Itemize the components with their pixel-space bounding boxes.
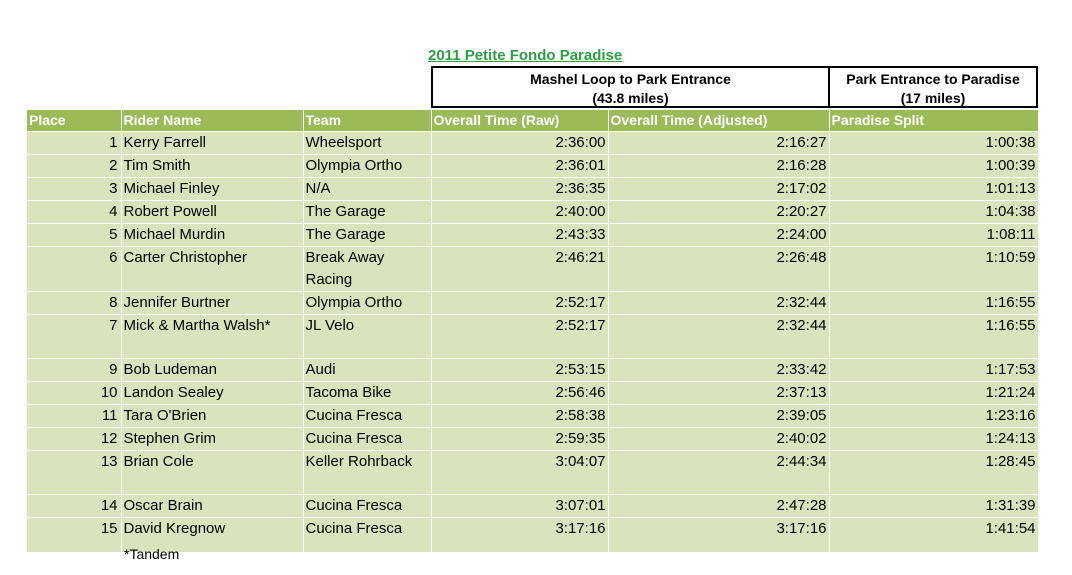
raw-time-cell: 2:36:01 [431, 155, 608, 178]
table-row [27, 178, 1038, 201]
raw-time-cell: 3:07:01 [431, 495, 608, 518]
rider-name-cell: Mick & Martha Walsh* [121, 315, 303, 359]
team-cell: Cucina Fresca [303, 495, 431, 518]
place-cell: 6 [27, 247, 121, 292]
table-row [27, 247, 1038, 292]
team-cell: Keller Rohrback [303, 451, 431, 495]
adjusted-time-cell: 2:26:48 [608, 247, 829, 292]
table-row [27, 495, 1038, 518]
adjusted-time-cell: 2:16:28 [608, 155, 829, 178]
raw-time-cell: 2:36:35 [431, 178, 608, 201]
rider-name-cell: Kerry Farrell [121, 132, 303, 155]
paradise-split-cell: 1:16:55 [829, 315, 1038, 359]
footnote: *Tandem [124, 546, 180, 562]
rider-name-cell: David Kregnow [121, 518, 303, 553]
table-row [27, 451, 1038, 495]
adjusted-time-cell: 2:39:05 [608, 405, 829, 428]
group-header-label: Mashel Loop to Park Entrance [530, 71, 731, 87]
paradise-split-cell: 1:04:38 [829, 201, 1038, 224]
column-header-overall-time-adjusted: Overall Time (Adjusted) [608, 110, 829, 132]
raw-time-cell: 2:52:17 [431, 315, 608, 359]
table-row [27, 382, 1038, 405]
team-cell: Tacoma Bike [303, 382, 431, 405]
raw-time-cell: 2:56:46 [431, 382, 608, 405]
column-header-rider-name: Rider Name [121, 110, 303, 132]
adjusted-time-cell: 2:40:02 [608, 428, 829, 451]
paradise-split-cell: 1:08:11 [829, 224, 1038, 247]
place-cell: 13 [27, 451, 121, 495]
group-header-label: Park Entrance to Paradise [846, 71, 1020, 87]
place-cell: 4 [27, 201, 121, 224]
team-cell: The Garage [303, 224, 431, 247]
table-row [27, 201, 1038, 224]
paradise-split-cell: 1:23:16 [829, 405, 1038, 428]
raw-time-cell: 3:04:07 [431, 451, 608, 495]
team-cell: Cucina Fresca [303, 405, 431, 428]
adjusted-time-cell: 2:47:28 [608, 495, 829, 518]
table-row [27, 155, 1038, 178]
table-row [27, 428, 1038, 451]
paradise-split-cell: 1:41:54 [829, 518, 1038, 553]
raw-time-cell: 2:46:21 [431, 247, 608, 292]
place-cell: 5 [27, 224, 121, 247]
raw-time-cell: 2:52:17 [431, 292, 608, 315]
raw-time-cell: 2:43:33 [431, 224, 608, 247]
raw-time-cell: 2:36:00 [431, 132, 608, 155]
rider-name-cell: Jennifer Burtner [121, 292, 303, 315]
paradise-split-cell: 1:00:38 [829, 132, 1038, 155]
place-cell: 15 [27, 518, 121, 553]
header-row [27, 110, 1038, 132]
place-cell: 7 [27, 315, 121, 359]
adjusted-time-cell: 2:33:42 [608, 359, 829, 382]
group-header-sub: (43.8 miles) [592, 90, 669, 106]
column-header-place: Place [27, 110, 121, 132]
paradise-split-cell: 1:31:39 [829, 495, 1038, 518]
raw-time-cell: 3:17:16 [431, 518, 608, 553]
paradise-split-cell: 1:24:13 [829, 428, 1038, 451]
results-table [27, 110, 1039, 553]
group-header-park-entrance [828, 66, 1038, 108]
rider-name-cell: Bob Ludeman [121, 359, 303, 382]
paradise-split-cell: 1:01:13 [829, 178, 1038, 201]
adjusted-time-cell: 2:37:13 [608, 382, 829, 405]
column-header-team: Team [303, 110, 431, 132]
team-cell: Break Away Racing [303, 247, 431, 292]
adjusted-time-cell: 2:17:02 [608, 178, 829, 201]
place-cell: 3 [27, 178, 121, 201]
rider-name-cell: Stephen Grim [121, 428, 303, 451]
paradise-split-cell: 1:28:45 [829, 451, 1038, 495]
rider-name-cell: Michael Murdin [121, 224, 303, 247]
rider-name-cell: Carter Christopher [121, 247, 303, 292]
raw-time-cell: 2:53:15 [431, 359, 608, 382]
raw-time-cell: 2:59:35 [431, 428, 608, 451]
team-cell: Wheelsport [303, 132, 431, 155]
column-header-overall-time-raw: Overall Time (Raw) [431, 110, 608, 132]
raw-time-cell: 2:40:00 [431, 201, 608, 224]
place-cell: 1 [27, 132, 121, 155]
team-cell: Cucina Fresca [303, 428, 431, 451]
table-row [27, 132, 1038, 155]
team-cell: JL Velo [303, 315, 431, 359]
team-cell: N/A [303, 178, 431, 201]
team-cell: Audi [303, 359, 431, 382]
raw-time-cell: 2:58:38 [431, 405, 608, 428]
table-row [27, 292, 1038, 315]
rider-name-cell: Michael Finley [121, 178, 303, 201]
team-cell: The Garage [303, 201, 431, 224]
rider-name-cell: Oscar Brain [121, 495, 303, 518]
column-header-paradise-split: Paradise Split [829, 110, 1038, 132]
paradise-split-cell: 1:17:53 [829, 359, 1038, 382]
group-header-sub: (17 miles) [900, 90, 966, 106]
table-row [27, 359, 1038, 382]
place-cell: 12 [27, 428, 121, 451]
adjusted-time-cell: 2:44:34 [608, 451, 829, 495]
table-row [27, 315, 1038, 359]
table-row [27, 224, 1038, 247]
place-cell: 14 [27, 495, 121, 518]
team-cell: Cucina Fresca [303, 518, 431, 553]
rider-name-cell: Tara O'Brien [121, 405, 303, 428]
place-cell: 11 [27, 405, 121, 428]
place-cell: 10 [27, 382, 121, 405]
rider-name-cell: Robert Powell [121, 201, 303, 224]
page-title: 2011 Petite Fondo Paradise [428, 47, 623, 64]
place-cell: 8 [27, 292, 121, 315]
adjusted-time-cell: 2:20:27 [608, 201, 829, 224]
place-cell: 2 [27, 155, 121, 178]
adjusted-time-cell: 2:24:00 [608, 224, 829, 247]
rider-name-cell: Tim Smith [121, 155, 303, 178]
paradise-split-cell: 1:16:55 [829, 292, 1038, 315]
adjusted-time-cell: 3:17:16 [608, 518, 829, 553]
rider-name-cell: Brian Cole [121, 451, 303, 495]
paradise-split-cell: 1:10:59 [829, 247, 1038, 292]
team-cell: Olympia Ortho [303, 155, 431, 178]
paradise-split-cell: 1:00:39 [829, 155, 1038, 178]
place-cell: 9 [27, 359, 121, 382]
rider-name-cell: Landon Sealey [121, 382, 303, 405]
table-row [27, 405, 1038, 428]
team-cell: Olympia Ortho [303, 292, 431, 315]
adjusted-time-cell: 2:32:44 [608, 315, 829, 359]
paradise-split-cell: 1:21:24 [829, 382, 1038, 405]
adjusted-time-cell: 2:32:44 [608, 292, 829, 315]
adjusted-time-cell: 2:16:27 [608, 132, 829, 155]
group-header-mashel-loop [431, 66, 830, 108]
